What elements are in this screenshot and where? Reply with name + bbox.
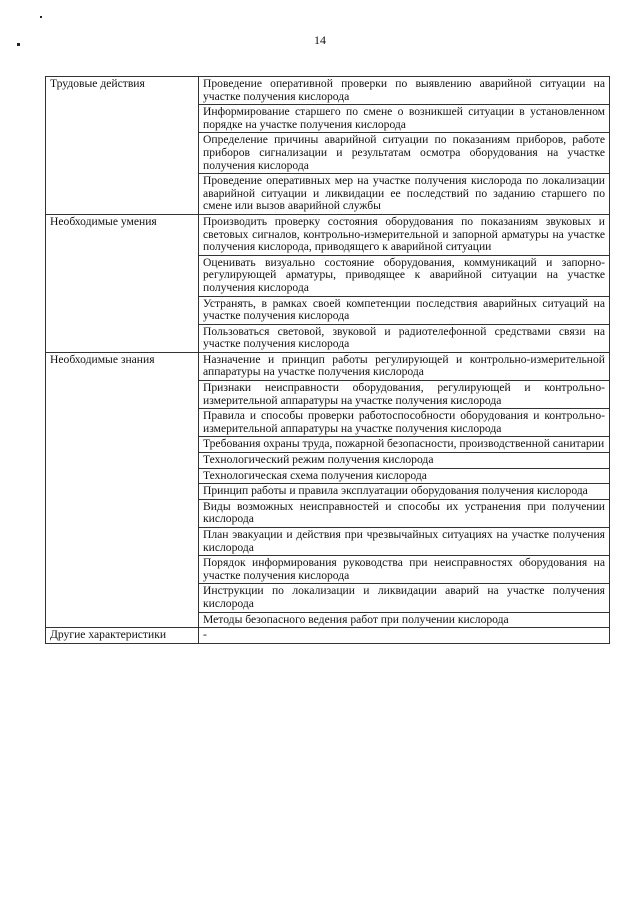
section-item: Информирование старшего по смене о возникшей ситуации в установленном порядке на участке получения кислорода (199, 105, 610, 133)
section-item: Порядок информирования руководства при неисправностях оборудования на участке получения кислорода (199, 556, 610, 584)
section-label: Трудовые действия (46, 77, 199, 215)
section-item: Проведение оперативных мер на участке получения кислорода по локализации аварийной ситуации и ликвидации ее последствий по заданию старшего по смене или вызов аварийной службы (199, 174, 610, 215)
section-item: Проведение оперативной проверки по выявлению аварийной ситуации на участке получения кислорода (199, 77, 610, 105)
competency-table (45, 76, 610, 644)
page-number: 14 (314, 33, 326, 47)
section-item: - (199, 628, 610, 644)
section-item: Требования охраны труда, пожарной безопасности, производственной санитарии (199, 437, 610, 453)
section-item: Назначение и принцип работы регулирующей и контрольно-измерительной аппаратуры на участке получения кислорода (199, 352, 610, 380)
section-item: Пользоваться световой, звуковой и радиотелефонной средствами связи на участке получения кислорода (199, 324, 610, 352)
section-item: План эвакуации и действия при чрезвычайных ситуациях на участке получения кислорода (199, 528, 610, 556)
section-item: Правила и способы проверки работоспособности оборудования и контрольно-измерительной аппаратуры на участке получения кислорода (199, 409, 610, 437)
scan-mark-top (40, 16, 42, 18)
section-item: Технологическая схема получения кислорода (199, 468, 610, 484)
section-item: Производить проверку состояния оборудования по показаниям звуковых и световых сигналов, контрольно-измерительной и запорной арматуры на участке получения кислорода, приводящего к аварийной ситуации (199, 214, 610, 255)
section-item: Оценивать визуально состояние оборудования, коммуникаций и запорно-регулирующей арматуры, приводящее к аварийной ситуации на участке получения кислорода (199, 255, 610, 296)
table-row (46, 352, 610, 380)
section-label: Необходимые знания (46, 352, 199, 627)
competency-table-body (46, 77, 610, 644)
section-item: Методы безопасного ведения работ при получении кислорода (199, 612, 610, 628)
table-row (46, 77, 610, 105)
section-item: Инструкции по локализации и ликвидации аварий на участке получения кислорода (199, 584, 610, 612)
table-row (46, 628, 610, 644)
section-item: Определение причины аварийной ситуации по показаниям приборов, работе приборов сигнализации и результатам осмотра оборудования на участке получения кислорода (199, 133, 610, 174)
section-item: Устранять, в рамках своей компетенции последствия аварийных ситуаций на участке получения кислорода (199, 296, 610, 324)
table-row (46, 214, 610, 255)
section-label: Необходимые умения (46, 214, 199, 352)
section-item: Технологический режим получения кислорода (199, 453, 610, 469)
section-item: Принцип работы и правила эксплуатации оборудования получения кислорода (199, 484, 610, 500)
section-label: Другие характеристики (46, 628, 199, 644)
section-item: Признаки неисправности оборудования, регулирующей и контрольно-измерительной аппаратуры на участке получения кислорода (199, 381, 610, 409)
section-item: Виды возможных неисправностей и способы их устранения при получении кислорода (199, 499, 610, 527)
